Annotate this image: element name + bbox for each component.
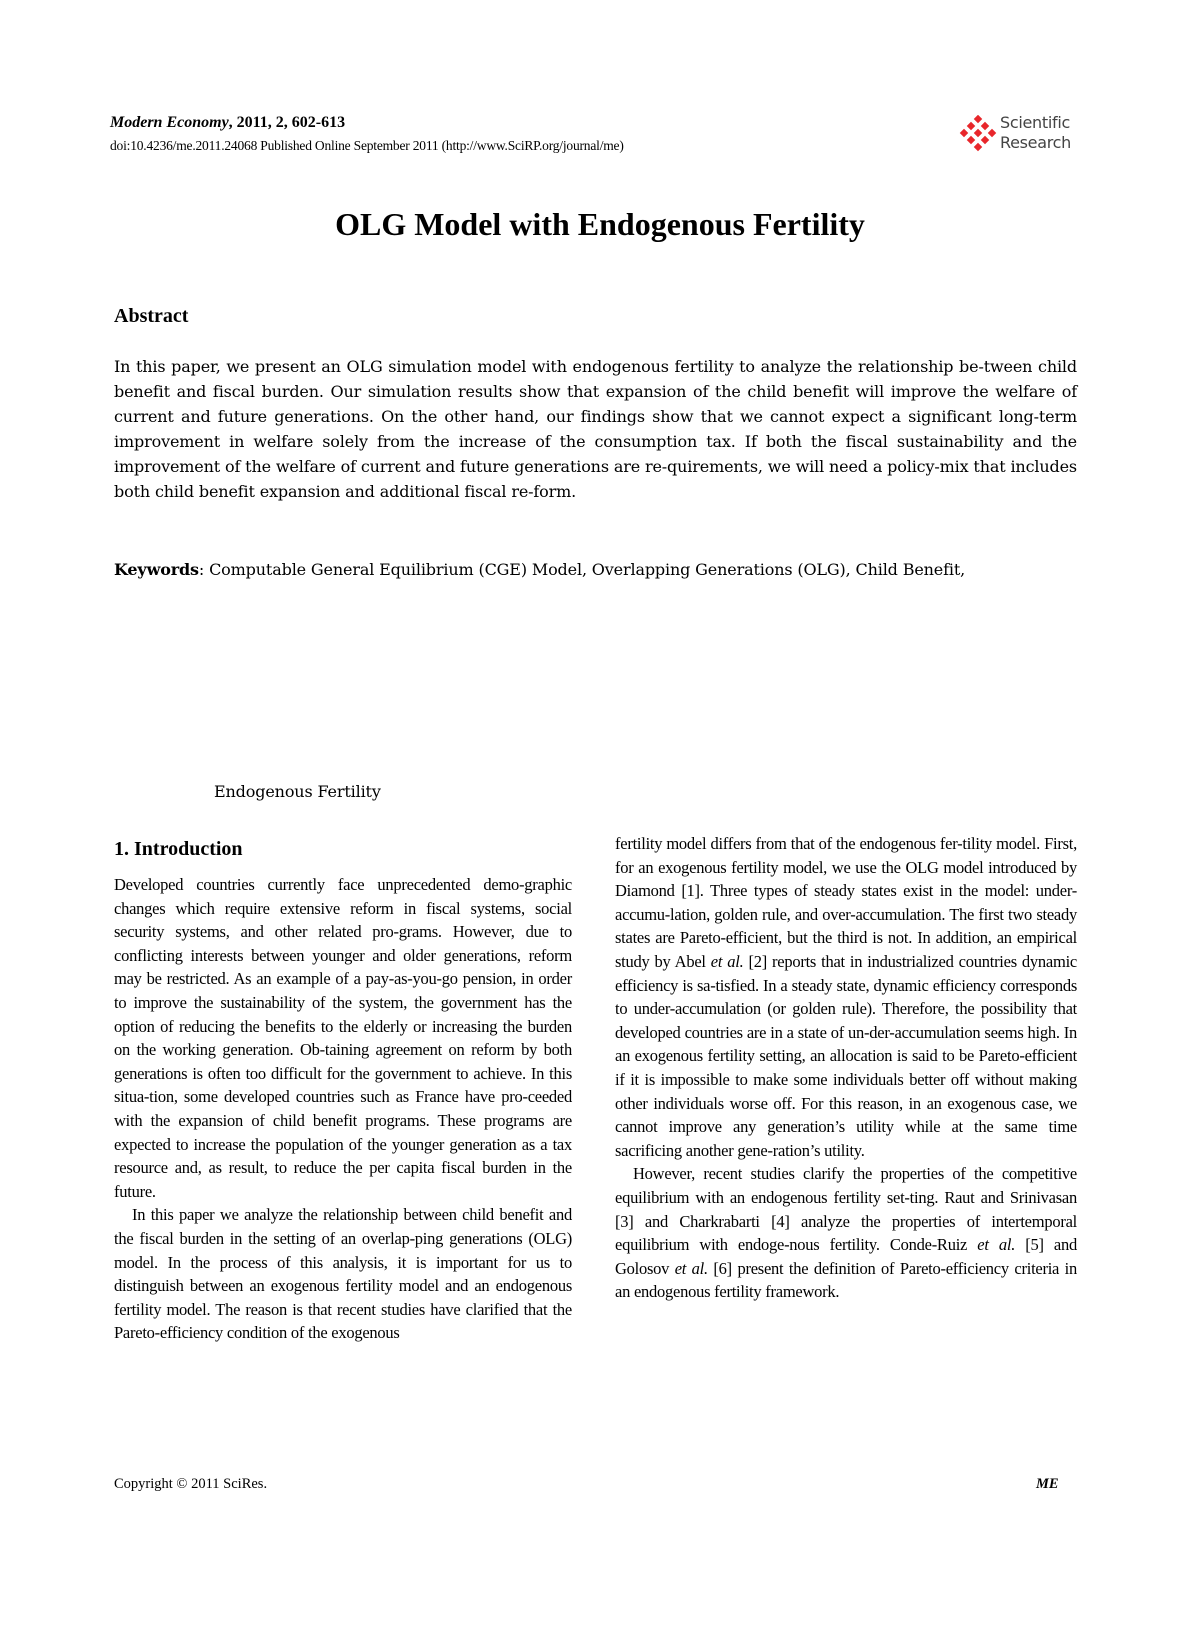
logo-wordmark [1000, 113, 1071, 153]
logo-line-2: Research [1000, 133, 1071, 152]
paragraph [615, 832, 1077, 1162]
citation-etal: et al. [977, 1235, 1016, 1255]
keywords-text: : Computable General Equilibrium (CGE) Model, Overlapping Generations (OLG), Child Benefit, [198, 560, 966, 579]
paper-title: OLG Model with Endogenous Fertility [335, 206, 865, 242]
keywords [114, 557, 1077, 582]
journal-abbreviation: ME [1036, 1476, 1059, 1492]
keywords-label: Keywords [114, 560, 199, 579]
citation-etal: et al. [674, 1258, 708, 1278]
logo-line-1: Scientific [1000, 113, 1070, 132]
paragraph: Developed countries currently face unprecedented demo-graphic changes which require extensive reform in fiscal systems, social security systems, and other related pro-grams. However, due to conflicting interests between younger and older generations, reform may be restricted. As an example of a pay-as-you-go pension, in order to improve the sustainability of the system, the government has the option of reducing the benefits to the elderly or increasing the burden on the working generation. Ob-taining agreement on reform by both generations is often too difficult for the government to achieve. In this situa-tion, some developed countries such as France have pro-ceeded with the expansion of child benefit programs. These programs are expected to increase the population of the younger generation as a tax resource and, as result, to reduce the per capita fiscal burden in the future. [114, 875, 572, 1201]
publisher-logo [958, 113, 1078, 157]
paragraph [615, 1162, 1077, 1304]
copyright: Copyright © 2011 SciRes. [114, 1476, 268, 1492]
left-column [114, 873, 572, 1345]
text-run: fertility model differs from that of the endogenous fer-tility model. First, for an exogenous fertility model, we use the OLG model introduced by Diamond [1]. Three types of steady states exist in the model: under-accumu-lation, golden rule, and over-accumulation. The first two steady states are Pareto-efficient, but the third is not. In addition, an empirical study by Abel [615, 834, 1077, 971]
section-heading: 1. Introduction [114, 838, 243, 860]
text-run: [5] and Golosov [615, 1235, 1077, 1278]
citation-etal: et al. [710, 951, 744, 971]
abstract-heading: Abstract [114, 305, 189, 327]
text-run: However, recent studies clarify the properties of the competitive equilibrium with an endogenous fertility set-ting. Raut and Srinivasan [3] and Charkrabarti [4] analyze the properties of intertemporal equilibrium with endoge-nous fertility. Conde-Ruiz [615, 1164, 1077, 1255]
abstract-text: In this paper, we present an OLG simulation model with endogenous fertility to analyze the relationship be-tween child benefit and fiscal burden. Our simulation results show that expansion of the child benefit will improve the welfare of current and future generations. On the other hand, our findings show that we cannot expect a significant long-term improvement in welfare solely from the increase of the consumption tax. If both the fiscal sustainability and the improvement of the welfare of current and future generations are re-quirements, we will need a policy-mix that includes both child benefit expansion and additional fiscal re-form. [114, 357, 1077, 501]
journal-issue: , 2011, 2, 602-613 [228, 114, 346, 131]
text-run: [6] present the definition of Pareto-efficiency criteria in an endogenous fertility framework. [615, 1258, 1078, 1302]
right-column [615, 832, 1077, 1304]
scientific-research-diamond-icon [958, 115, 998, 155]
journal-citation [110, 114, 345, 132]
text-run: [2] reports that in industrialized countries dynamic efficiency is sa-tisfied. In a steady state, dynamic efficiency corresponds to under-accumulation (or golden rule). Therefore, the possibility that developed countries are in a state of un-der-accumulation seems high. In an exogenous fertility setting, an allocation is said to be Pareto-efficient if it is impossible to make some individuals better off without making other individuals worse off. For this reason, in an exogenous case, we cannot improve any generation’s utility while at the same time sacrificing another gene-ration’s utility. [615, 951, 1077, 1160]
journal-name: Modern Economy [110, 114, 229, 131]
doi-line: doi:10.4236/me.2011.24068 Published Online September 2011 (http://www.SciRP.org/journal/me) [110, 138, 624, 153]
paragraph: In this paper we analyze the relationship between child benefit and the fiscal burden in the setting of an overlap-ping generations (OLG) model. In the process of this analysis, it is important for us to distinguish between an exogenous fertility model and an endogenous fertility model. The reason is that recent studies have clarified that the Pareto-efficiency condition of the exogenous [114, 1205, 572, 1343]
keywords-tail: Endogenous Fertility [214, 782, 381, 801]
